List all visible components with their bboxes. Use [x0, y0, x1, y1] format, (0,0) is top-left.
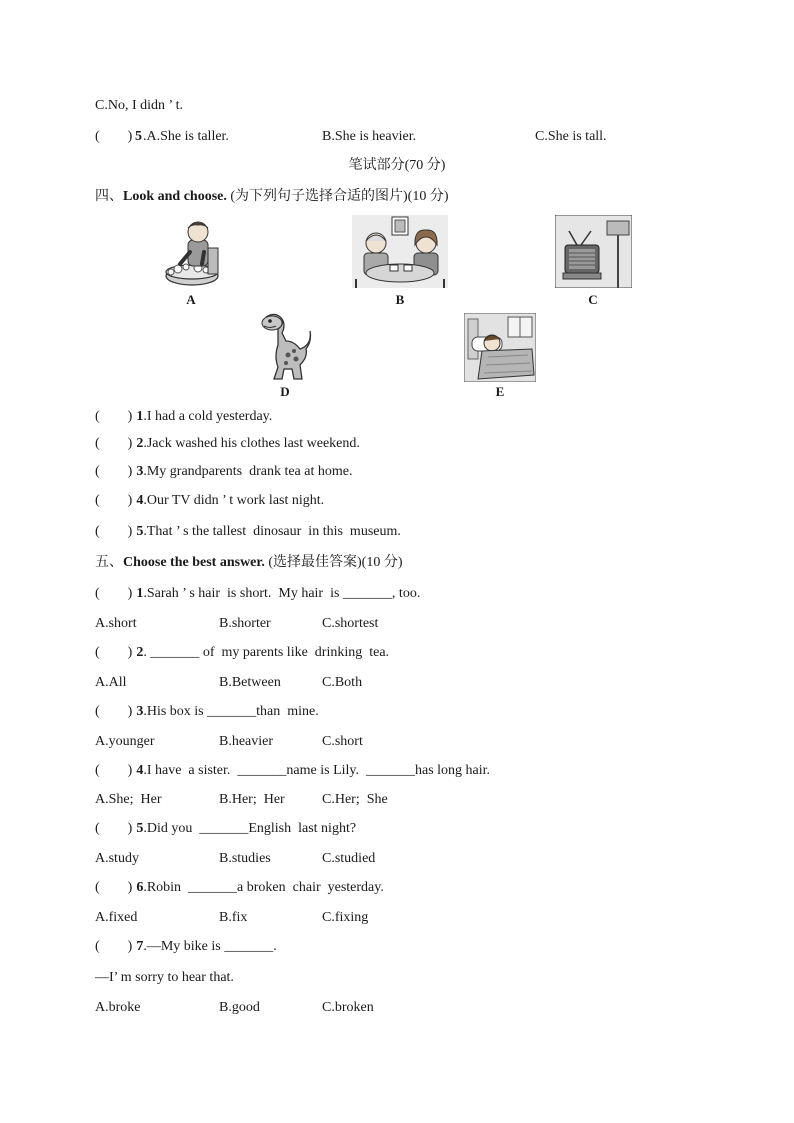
- s5-q7-text: .—My bike is _______.: [143, 939, 277, 954]
- s4-q5: [95, 523, 401, 541]
- s4-q3-text: .My grandparents drank tea at home.: [143, 464, 353, 479]
- grandparents-drinking-tea-icon: [352, 215, 448, 288]
- picture-label-d: D: [280, 384, 290, 399]
- s5-q2-paren: ( ): [95, 645, 133, 660]
- s5-q3: [95, 703, 319, 721]
- picture-label-a: A: [186, 292, 196, 307]
- sick-girl-in-bed-icon: [464, 313, 536, 382]
- picture-label-e: E: [495, 384, 505, 399]
- s5-q7-paren: ( ): [95, 939, 133, 954]
- s5-q5: [95, 820, 356, 838]
- boy-washing-clothes-icon: [158, 218, 226, 288]
- s4-q3-paren: ( ): [95, 464, 133, 479]
- s5-q6-num: 6: [136, 880, 144, 895]
- s5-q1-paren: ( ): [95, 586, 133, 601]
- s5-q4-num: 4: [136, 763, 144, 778]
- section5-title-cn: (选择最佳答案)(10 分): [264, 555, 403, 570]
- s5-q7-reply: —I’ m sorry to hear that.: [95, 970, 234, 985]
- s4-q5-text: .That ’ s the tallest dinosaur in this museum.: [143, 524, 401, 539]
- section4-title: [95, 188, 449, 206]
- section5-title-num: 五、: [95, 555, 123, 570]
- picture-label-b: B: [395, 292, 405, 307]
- s5-q7: [95, 938, 277, 956]
- s5-q2-text: . _______ of my parents like drinking tea.: [143, 645, 390, 660]
- written-part-header: 笔试部分(70 分): [348, 158, 446, 173]
- s5-q4-option-c: C.Her; She: [322, 792, 388, 807]
- prev-q5-paren: ( ): [95, 129, 133, 144]
- s5-q7-option-c: C.broken: [322, 1000, 374, 1015]
- s5-q6-option-c: C.fixing: [322, 910, 369, 925]
- s4-q2-text: .Jack washed his clothes last weekend.: [143, 436, 360, 451]
- s5-q4-option-b: B.Her; Her: [219, 792, 285, 807]
- s5-q6-text: .Robin _______a broken chair yesterday.: [143, 880, 384, 895]
- prev-q5-option-b: B.She is heavier.: [322, 129, 417, 144]
- s5-q7-option-a: A.broke: [95, 1000, 141, 1015]
- s5-q5-option-b: B.studies: [219, 851, 271, 866]
- s4-q4: [95, 492, 324, 510]
- s5-q3-option-b: B.heavier: [219, 734, 274, 749]
- section4-title-num: 四、: [95, 189, 123, 204]
- s5-q4-option-a: A.She; Her: [95, 792, 162, 807]
- s5-q3-option-c: C.short: [322, 734, 363, 749]
- s5-q1-option-b: B.shorter: [219, 616, 271, 631]
- section4-title-en: Look and choose.: [123, 189, 227, 204]
- s5-q5-text: .Did you _______English last night?: [143, 821, 357, 836]
- s5-q3-option-a: A.younger: [95, 734, 155, 749]
- s5-q1-option-a: A.short: [95, 616, 137, 631]
- s5-q5-num: 5: [136, 821, 144, 836]
- s5-q6-paren: ( ): [95, 880, 133, 895]
- broken-tv-icon: [555, 215, 632, 288]
- section5-title: [95, 554, 402, 572]
- s5-q1-text: .Sarah ’ s hair is short. My hair is _______, too.: [143, 586, 421, 601]
- s4-q2: [95, 435, 360, 453]
- s5-q7-option-b: B.good: [219, 1000, 260, 1015]
- s5-q4: [95, 762, 490, 780]
- s5-q2: [95, 644, 389, 662]
- s5-q6-option-b: B.fix: [219, 910, 248, 925]
- picture-label-c: C: [588, 292, 598, 307]
- s5-q3-num: 3: [136, 704, 144, 719]
- prev-q5-num: 5: [135, 129, 142, 144]
- s4-q2-paren: ( ): [95, 436, 133, 451]
- s5-q1-num: 1: [136, 586, 144, 601]
- s4-q3-num: 3: [136, 464, 144, 479]
- dinosaur-icon: [252, 311, 314, 383]
- s4-q1-text: .I had a cold yesterday.: [143, 409, 273, 424]
- s4-q1: [95, 408, 272, 426]
- s5-q7-num: 7: [136, 939, 144, 954]
- s5-q3-paren: ( ): [95, 704, 133, 719]
- s4-q1-paren: ( ): [95, 409, 133, 424]
- prev-q5-option-a: .A.She is taller.: [143, 129, 229, 144]
- s4-q1-num: 1: [136, 409, 144, 424]
- s5-q4-text: .I have a sister. _______name is Lily. _______has long hair.: [143, 763, 491, 778]
- s5-q6-option-a: A.fixed: [95, 910, 138, 925]
- s5-q1: [95, 585, 420, 603]
- s5-q2-option-b: B.Between: [219, 675, 281, 690]
- s5-q2-option-c: C.Both: [322, 675, 363, 690]
- s5-q2-option-a: A.All: [95, 675, 127, 690]
- s4-q5-num: 5: [136, 524, 144, 539]
- prev-c-option: C.No, I didn ’ t.: [95, 98, 184, 113]
- s5-q5-option-a: A.study: [95, 851, 139, 866]
- s4-q4-text: .Our TV didn ’ t work last night.: [143, 493, 325, 508]
- s4-q3: [95, 463, 352, 481]
- prev-q5-option-c: C.She is tall.: [535, 129, 607, 144]
- section5-title-en: Choose the best answer.: [123, 555, 265, 570]
- s5-q6: [95, 879, 384, 897]
- s5-q5-option-c: C.studied: [322, 851, 376, 866]
- s4-q4-num: 4: [136, 493, 144, 508]
- s4-q5-paren: ( ): [95, 524, 133, 539]
- s4-q4-paren: ( ): [95, 493, 133, 508]
- s5-q3-text: .His box is _______than mine.: [143, 704, 319, 719]
- section4-title-cn: (为下列句子选择合适的图片)(10 分): [226, 189, 449, 204]
- s4-q2-num: 2: [136, 436, 144, 451]
- s5-q2-num: 2: [136, 645, 144, 660]
- s5-q5-paren: ( ): [95, 821, 133, 836]
- s5-q1-option-c: C.shortest: [322, 616, 379, 631]
- s5-q4-paren: ( ): [95, 763, 133, 778]
